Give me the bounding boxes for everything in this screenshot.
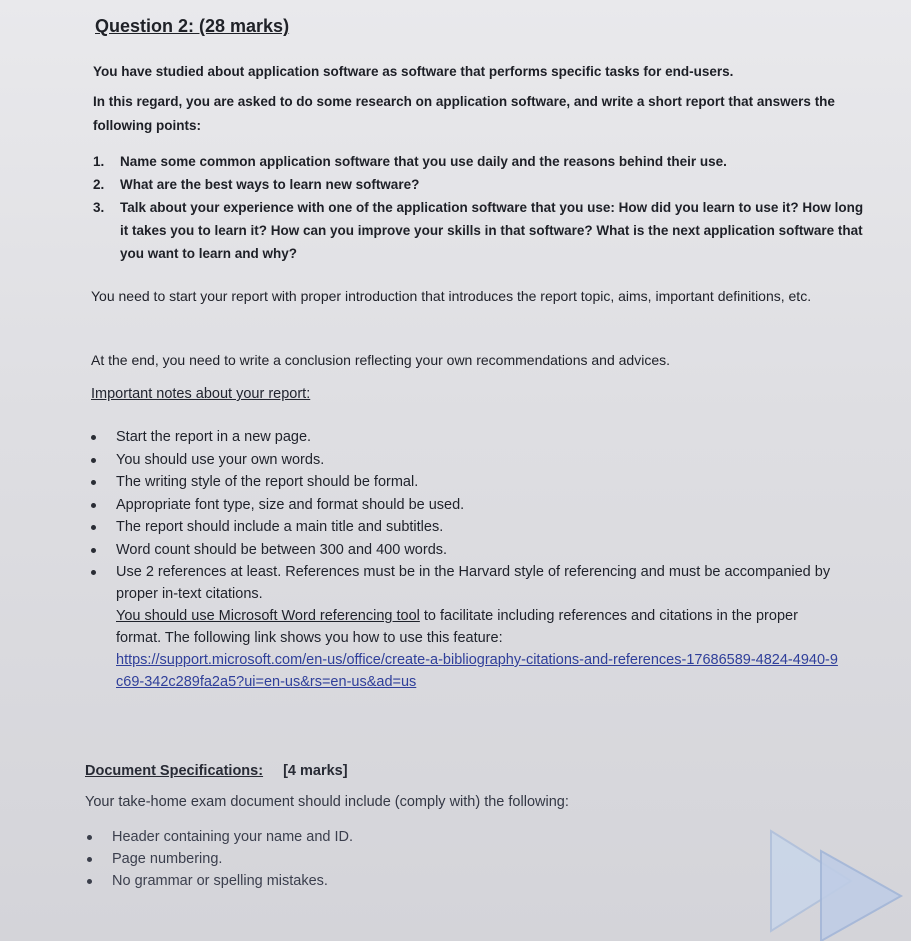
bullet-icon xyxy=(91,548,96,553)
bullet-icon xyxy=(87,879,92,884)
point-number: 2. xyxy=(93,177,105,192)
spec-item xyxy=(87,870,353,892)
referencing-tool-name: You should use Microsoft Word referencing tool xyxy=(116,608,420,624)
decorative-arrow-icon xyxy=(751,811,911,941)
note-item xyxy=(91,471,841,493)
bullet-icon xyxy=(91,525,96,530)
note-text: You should use your own words. xyxy=(116,451,325,468)
spec-text: No grammar or spelling mistakes. xyxy=(112,873,328,889)
spec-intro: Your take-home exam document should include (comply with) the following: xyxy=(85,794,569,810)
bullet-icon xyxy=(87,835,92,840)
note-item xyxy=(91,449,841,471)
spec-item xyxy=(87,826,353,848)
report-end-paragraph: At the end, you need to write a conclusion reflecting your own recommendations and advices. xyxy=(91,352,670,368)
notes-list xyxy=(91,426,841,694)
note-text: The report should include a main title and subtitles. xyxy=(116,519,444,535)
note-item xyxy=(91,539,841,561)
bullet-icon xyxy=(91,480,96,485)
note-text: Appropriate font type, size and format should be used. xyxy=(116,496,465,513)
spec-item xyxy=(87,848,353,870)
point-item xyxy=(93,196,865,265)
support-link[interactable]: https://support.microsoft.com/en-us/office/create-a-bibliography-citations-and-references-17686589-4824-4940-9c69-342c289fa2a5?ui=en-us&rs=en-us&ad=us xyxy=(116,652,838,690)
note-text: Use 2 references at least. References must be in the Harvard style of referencing and must be accompanied by proper in-text citations. xyxy=(116,564,831,602)
note-item xyxy=(91,494,841,516)
spec-list xyxy=(87,826,353,892)
spec-heading-label: Document Specifications: xyxy=(85,763,264,779)
question-title: Question 2: (28 marks) xyxy=(95,16,290,36)
note-text: Start the report in a new page. xyxy=(116,429,312,445)
spec-marks: [4 marks] xyxy=(283,763,348,779)
spec-text: Header containing your name and ID. xyxy=(112,829,354,845)
referencing-tool-note xyxy=(116,605,841,649)
spec-text: Page numbering. xyxy=(112,851,223,867)
note-item xyxy=(91,426,841,448)
notes-heading: Important notes about your report: xyxy=(91,386,311,402)
point-text: Talk about your experience with one of the application software that you use: How did you learn to use it? How long it takes you to learn it? How can you improve your skills in that software? What is the next application software that you want to learn and why? xyxy=(120,200,864,261)
point-item xyxy=(93,173,865,196)
bullet-icon xyxy=(91,435,96,440)
point-item xyxy=(93,150,865,173)
intro-line-2: In this regard, you are asked to do some research on application software, and write a short report that answers the following points: xyxy=(93,94,835,133)
note-item xyxy=(91,561,841,693)
note-item xyxy=(91,516,841,538)
note-text: Word count should be between 300 and 400 words. xyxy=(116,541,448,558)
point-text: What are the best ways to learn new software? xyxy=(120,177,420,192)
report-start-paragraph: You need to start your report with proper introduction that introduces the report topic, aims, important definitions, etc. xyxy=(91,288,812,304)
note-text: The writing style of the report should be formal. xyxy=(116,474,419,490)
point-text: Name some common application software that you use daily and the reasons behind their use. xyxy=(120,154,727,169)
bullet-icon xyxy=(87,857,92,862)
point-number: 1. xyxy=(93,154,105,169)
bullet-icon xyxy=(91,458,96,463)
bullet-icon xyxy=(91,570,96,575)
point-number: 3. xyxy=(93,200,105,215)
bullet-icon xyxy=(91,503,96,508)
intro-line-1: You have studied about application software as software that performs specific tasks for end-users. xyxy=(93,64,734,79)
numbered-points xyxy=(93,150,865,265)
referencing-tool-rest: to facilitate including references and citations in the proper format. The following link shows you how to use this feature: xyxy=(116,608,798,646)
spec-heading xyxy=(85,763,348,779)
